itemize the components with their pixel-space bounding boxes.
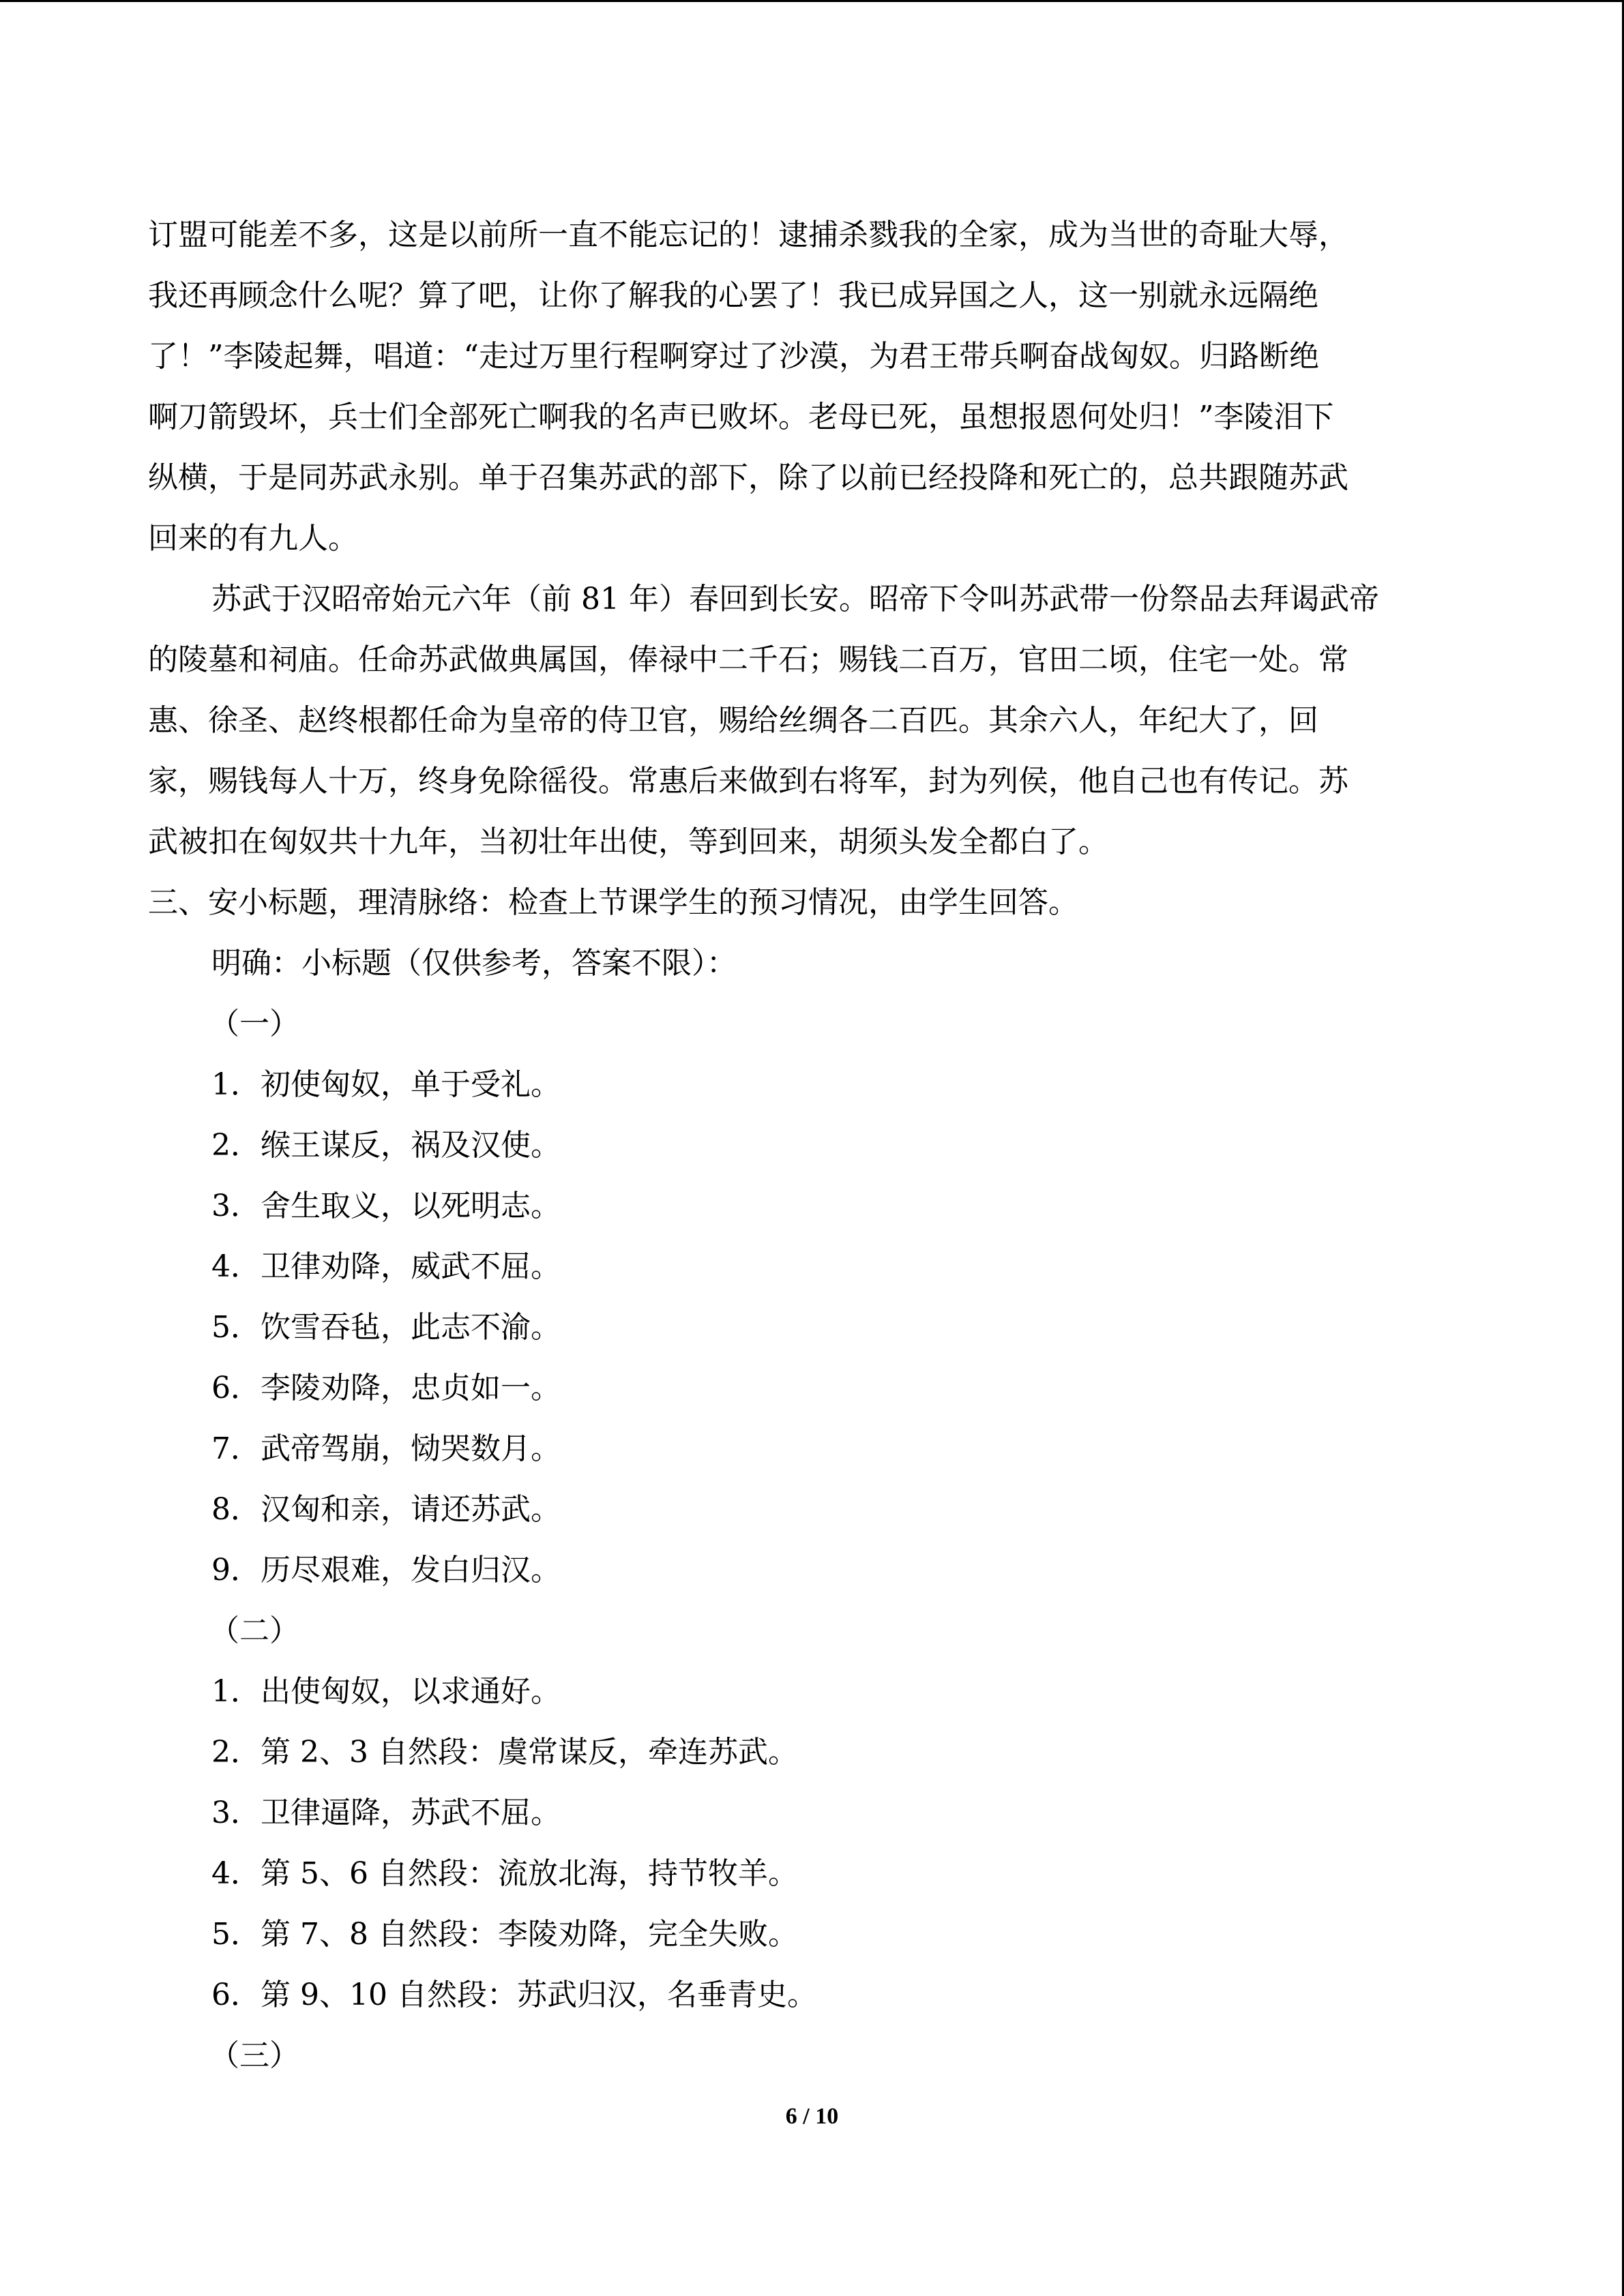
subtitle-group-2: [148, 1600, 1492, 2025]
text-line: 的陵墓和祠庙。任命苏武做典属国，俸禄中二千石；赐钱二百万，官田二顷，住宅一处。常: [148, 642, 1348, 677]
section-heading: 三、安小标题，理清脉络：检查上节课学生的预习情况，由学生回答。: [148, 885, 1078, 920]
list-item: 6．第 9、10 自然段：苏武归汉，名垂青史。: [211, 1978, 817, 2012]
list-item: 4．第 5、6 自然段：流放北海，持节牧羊。: [211, 1856, 798, 1891]
text-line: 纵横，于是同苏武永别。单于召集苏武的部下，除了以前已经投降和死亡的，总共跟随苏武: [148, 460, 1348, 495]
subtitle-group-3: [148, 2025, 1492, 2086]
list-item: 2．第 2、3 自然段：虞常谋反，牵连苏武。: [211, 1735, 798, 1770]
list-item: 7．武帝驾崩，恸哭数月。: [211, 1431, 561, 1466]
subtitle-group-1: [148, 994, 1492, 1600]
list-item: 5．第 7、8 自然段：李陵劝降，完全失败。: [211, 1917, 798, 1952]
text-line: 武被扣在匈奴共十九年，当初壮年出使，等到回来，胡须头发全都白了。: [148, 824, 1108, 859]
paragraph-su-wu-return: [148, 569, 1492, 872]
group-label: （一）: [209, 1007, 299, 1041]
text-line: 苏武于汉昭帝始元六年（前 81 年）春回到长安。昭帝下令叫苏武带一份祭品去拜谒武帝: [211, 582, 1379, 616]
document-body: [148, 205, 1492, 2086]
list-item: 3．卫律逼降，苏武不屈。: [211, 1795, 561, 1830]
text-line: 订盟可能差不多，这是以前所一直不能忘记的！逮捕杀戮我的全家，成为当世的奇耻大辱，: [148, 218, 1348, 252]
list-item: 9．历尽艰难，发白归汉。: [211, 1553, 561, 1587]
group-label: （三）: [209, 2038, 299, 2073]
text-line: 我还再顾念什么呢？算了吧，让你了解我的心罢了！我已成异国之人，这一别就永远隔绝: [148, 278, 1318, 313]
text-line: 了！”李陵起舞，唱道：“走过万里行程啊穿过了沙漠，为君王带兵啊奋战匈奴。归路断绝: [148, 339, 1319, 374]
list-item: 3．舍生取义，以死明志。: [211, 1189, 561, 1223]
group-label: （二）: [209, 1613, 299, 1648]
clarify-line: 明确：小标题（仅供参考，答案不限）：: [211, 946, 737, 981]
page-number: 6 / 10: [785, 2104, 839, 2129]
text-line: 家，赐钱每人十万，终身免除徭役。常惠后来做到右将军，封为列侯，他自己也有传记。苏: [148, 764, 1348, 799]
list-item: 4．卫律劝降，威武不屈。: [211, 1249, 561, 1284]
text-line: 回来的有九人。: [148, 521, 358, 556]
page-top-border: [0, 0, 1624, 2]
list-item: 6．李陵劝降，忠贞如一。: [211, 1371, 561, 1405]
list-item: 8．汉匈和亲，请还苏武。: [211, 1492, 561, 1527]
list-item: 5．饮雪吞毡，此志不渝。: [211, 1310, 561, 1345]
list-item: 1．出使匈奴，以求通好。: [211, 1674, 561, 1709]
list-item: 1．初使匈奴，单于受礼。: [211, 1067, 561, 1102]
paragraph-li-ling-farewell: [148, 205, 1492, 569]
list-item: 2．缑王谋反，祸及汉使。: [211, 1128, 561, 1163]
text-line: 惠、徐圣、赵终根都任命为皇帝的侍卫官，赐给丝绸各二百匹。其余六人，年纪大了，回: [148, 703, 1318, 738]
text-line: 啊刀箭毁坏，兵士们全部死亡啊我的名声已败坏。老母已死，虽想报恩何处归！”李陵泪下: [148, 400, 1334, 434]
